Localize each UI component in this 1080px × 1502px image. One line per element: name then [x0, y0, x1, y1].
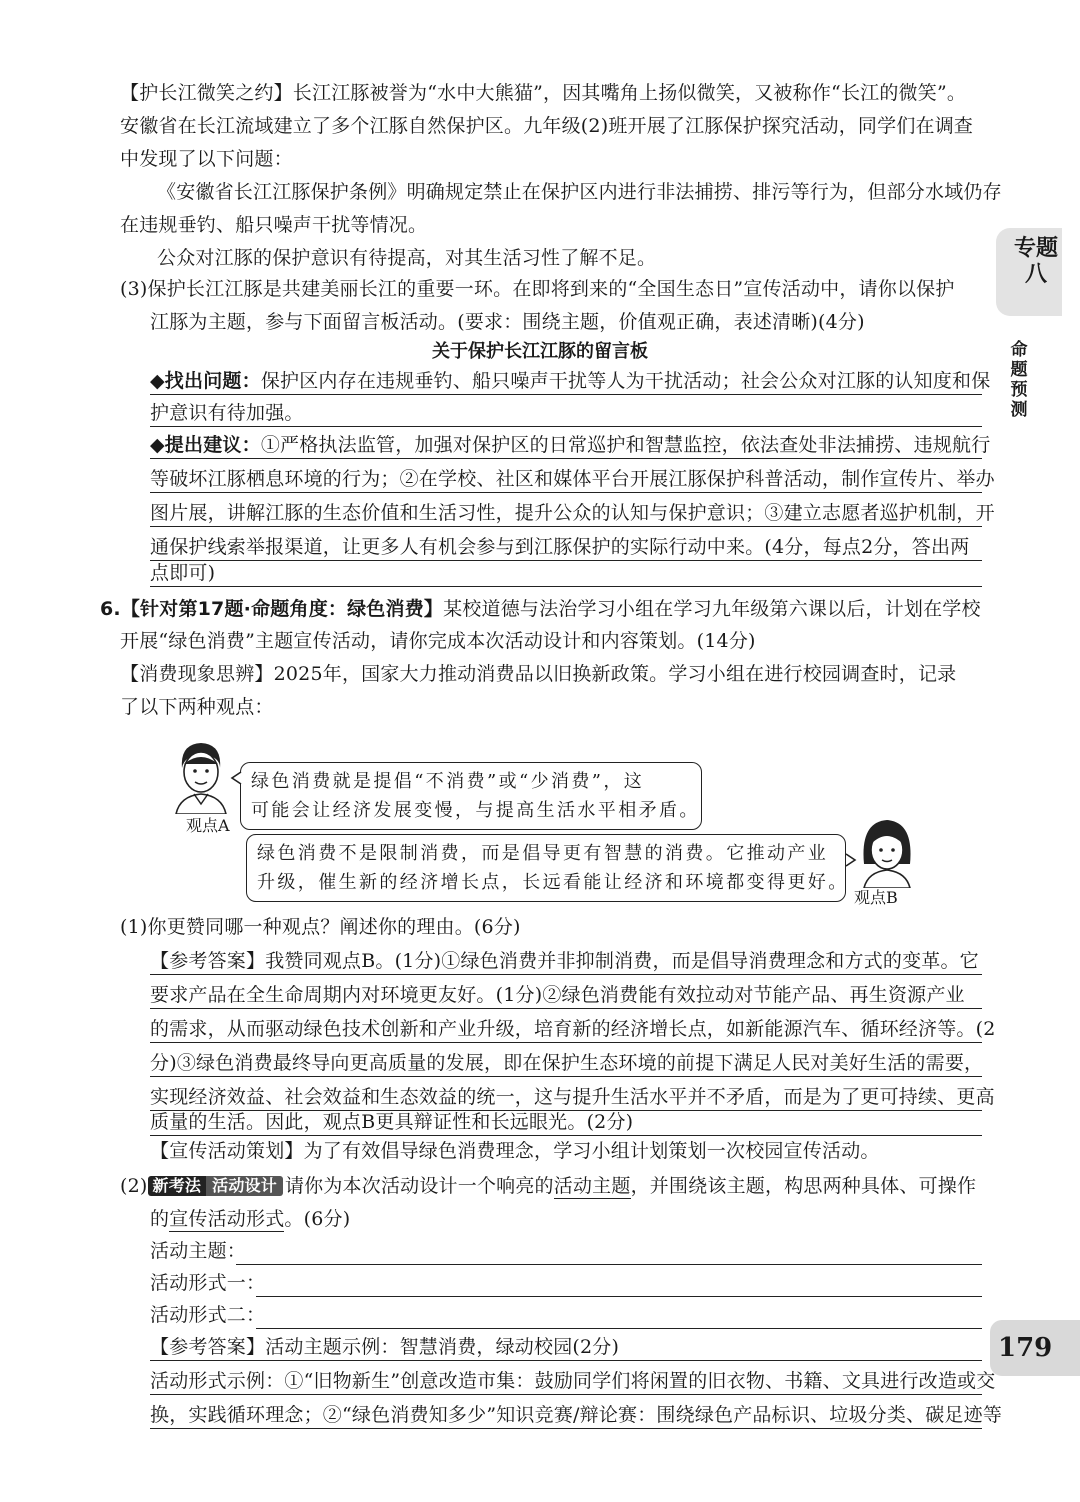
answer-row: [150, 428, 991, 459]
answer-row: [150, 496, 995, 527]
q6-heading: 6.【针对第17题·命题角度：绿色消费】某校道德与法治学习小组在学习九年级第六课以后，计划在学校: [100, 598, 981, 620]
answer-row: [150, 1364, 996, 1395]
intro-line-3: 中发现了以下问题：: [120, 148, 293, 170]
new-exam-tag: 新考法: [148, 1176, 207, 1196]
board-title: 关于保护长江江豚的留言板: [432, 341, 648, 362]
answer-row: [150, 556, 982, 587]
suggestion-line-3: 图片展，讲解江豚的生态价值和生活习性，提升公众的认知与保护意识；③建立志愿者巡护机制，开: [150, 502, 995, 524]
answer-row: [150, 462, 995, 493]
bubble-a-line-1: 绿色消费就是提倡“不消费”或“少消费”，这: [251, 771, 645, 792]
find-problem: ◆找出问题：保护区内存在违规垂钓、船只噪声干扰等人为干扰活动；社会公众对江豚的认知度和保: [150, 370, 991, 392]
q3-line-1: (3)保护长江江豚是共建美丽长江的重要一环。在即将到来的“全国生态日”宣传活动中，请你以保护: [120, 278, 955, 300]
activity-plan: 【宣传活动策划】为了有效倡导绿色消费理念，学习小组计划策划一次校园宣传活动。: [150, 1140, 880, 1162]
answer-row: [150, 364, 991, 395]
q6-heading-line-2: 开展“绿色消费”主题宣传活动，请你完成本次活动设计和内容策划。(14分): [120, 630, 756, 652]
answer-2-line-3: 换，实践循环理念；②“绿色消费知多少”知识竞赛/辩论赛：围绕绿色产品标识、垃圾分类、碳足迹等: [150, 1404, 1003, 1426]
answer-row: [150, 396, 982, 427]
caption-a: 观点A: [186, 816, 230, 835]
answer-1-line-3: 的需求，从而驱动绿色技术创新和产业升级，培育新的经济增长点，如新能源汽车、循环经济等。(2: [150, 1018, 996, 1040]
suggestion-line-4: 通保护线索举报渠道，让更多人有机会参与到江豚保护的实际行动中来。(4分，每点2分，答出两: [150, 536, 970, 558]
intro-line-6: 公众对江豚的保护意识有待提高，对其生活习性了解不足。: [157, 247, 657, 269]
page-number: 179: [990, 1320, 1080, 1376]
intro-line-1: 【护长江微笑之约】长江江豚被誉为“水中大熊猫”，因其嘴角上扬似微笑，又被称作“长江的微笑”。: [120, 82, 967, 104]
speech-bubble-b: [246, 834, 849, 902]
bubble-b-line-1: 绿色消费不是限制消费，而是倡导更有智慧的消费。它推动产业: [257, 843, 829, 864]
q6-part-1: (1)你更赞同哪一种观点？阐述你的理由。(6分): [120, 916, 521, 938]
intro-line-5: 在违规垂钓、船只噪声干扰等情况。: [120, 214, 428, 236]
field-form2-label: 活动形式二：: [150, 1304, 266, 1326]
chapter-tab: 专题八: [996, 228, 1062, 316]
answer-row: [150, 978, 982, 1009]
answer-row: [150, 1012, 996, 1043]
activity-design-tag: 活动设计: [206, 1176, 283, 1196]
answer-row: [150, 944, 982, 975]
q3-line-2: 江豚为主题，参与下面留言板活动。(要求：围绕主题，价值观正确，表述清晰)(4分): [150, 311, 865, 333]
caption-b: 观点B: [854, 888, 898, 907]
answer-1-line-1: 【参考答案】我赞同观点B。(1分)①绿色消费并非抑制消费，而是倡导消费理念和方式的变革。它: [150, 950, 979, 972]
answer-1-line-4: 分)③绿色消费最终导向更高质量的发展，即在保护生态环境的前提下满足人民对美好生活的需要，: [150, 1052, 984, 1074]
answer-row: [150, 1398, 1003, 1429]
answer-row: [150, 1046, 982, 1077]
field-form2-blank[interactable]: [256, 1328, 982, 1329]
answer-1-line-2: 要求产品在全生命周期内对环境更友好。(1分)②绿色消费能有效拉动对节能产品、再生资源产业: [150, 984, 965, 1006]
q6-part-2-line-2: 的宣传活动形式。(6分): [150, 1208, 351, 1230]
answer-row: [150, 1105, 982, 1136]
intro-line-4: 《安徽省长江江豚保护条例》明确规定禁止在保护区内进行非法捕捞、排污等行为，但部分水域仍存: [157, 181, 1002, 203]
answer-2-line-2: 活动形式示例：①“旧物新生”创意改造市集：鼓励同学们将闲置的旧衣物、书籍、文具进行改造或交: [150, 1370, 996, 1392]
answer-row: [150, 1330, 982, 1361]
answer-1-line-6: 质量的生活。因此，观点B更具辩证性和长远眼光。(2分): [150, 1111, 634, 1133]
field-form1-label: 活动形式一：: [150, 1272, 266, 1294]
q6-part-2: (2) 新考法 活动设计 请你为本次活动设计一个响亮的活动主题，并围绕该主题，构思两种具体、可操作: [120, 1175, 977, 1197]
field-theme-label: 活动主题：: [150, 1240, 247, 1262]
suggestion-line-2: 等破坏江豚栖息环境的行为；②在学校、社区和媒体平台开展江豚保护科普活动，制作宣传片、举办: [150, 468, 995, 490]
speech-bubble-a: [240, 762, 702, 830]
chapter-subtitle: 命题预测: [1010, 340, 1028, 420]
answer-1-line-5: 实现经济效益、社会效益和生态效益的统一，这与提升生活水平并不矛盾，而是为了更可持续、更高: [150, 1086, 995, 1108]
bubble-a-line-2: 可能会让经济发展变慢，与提高生活水平相矛盾。: [251, 800, 700, 821]
girl-illustration: [856, 814, 918, 888]
suggestion: ◆提出建议：①严格执法监管，加强对保护区的日常巡护和智慧监控，依法查处非法捕捞、违规航行: [150, 434, 991, 456]
answer-2-line-1: 【参考答案】活动主题示例：智慧消费，绿动校园(2分): [150, 1336, 620, 1358]
q6-reflection-line-1: 【消费现象思辨】2025年，国家大力推动消费品以旧换新政策。学习小组在进行校园调查时，记录: [120, 663, 957, 685]
boy-illustration: [170, 738, 232, 814]
find-problem-cont: 护意识有待加强。: [150, 402, 304, 424]
q6-reflection-line-2: 了以下两种观点：: [120, 696, 274, 718]
field-theme-blank[interactable]: [236, 1264, 982, 1265]
bubble-b-line-2: 升级，催生新的经济增长点，长远看能让经济和环境都变得更好。: [257, 872, 849, 893]
suggestion-line-5: 点即可): [150, 562, 216, 584]
field-form1-blank[interactable]: [256, 1296, 982, 1297]
intro-line-2: 安徽省在长江流域建立了多个江豚自然保护区。九年级(2)班开展了江豚保护探究活动，同学们在调查: [120, 115, 974, 137]
bubble-a-tail: [230, 770, 242, 786]
